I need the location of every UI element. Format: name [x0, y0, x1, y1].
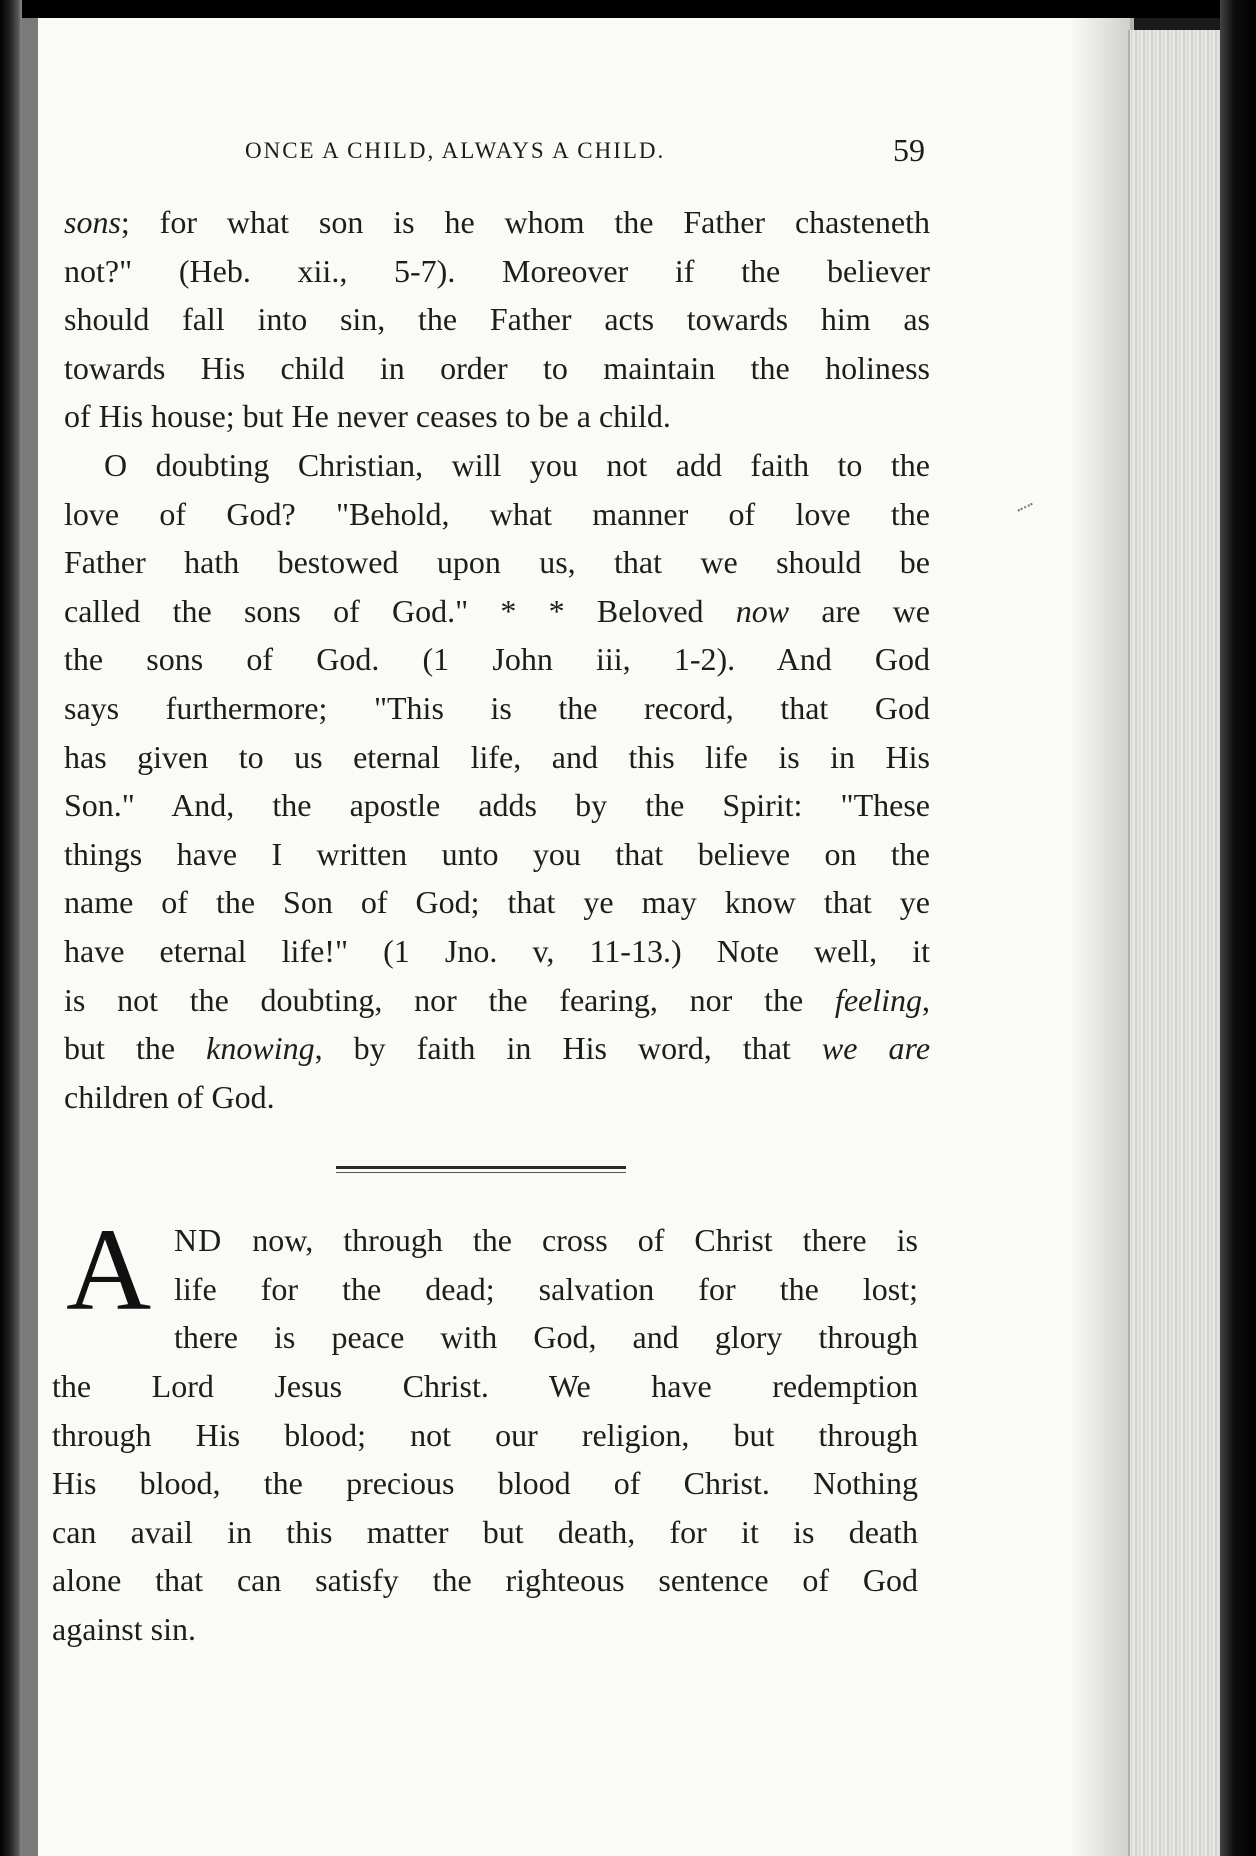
text-line: not?" (Heb. xii., 5-7). Moreover if the believer [64, 252, 930, 289]
text-line: name of the Son of God; that ye may know that ye [64, 884, 930, 921]
paragraph-doubting-christian [64, 441, 930, 1121]
scan-top-border [0, 0, 1256, 18]
body-text-bottom [52, 1362, 918, 1654]
text-span: , [922, 981, 930, 1018]
text-span: , by faith in His word, that [314, 1030, 822, 1067]
text-line: O doubting Christian, will you not add faith to the [104, 446, 930, 483]
text-line: His blood, the precious blood of Christ. Nothing [52, 1465, 918, 1502]
text-line: there is peace with God, and glory through [174, 1319, 918, 1356]
text-line: Son." And, the apostle adds by the Spirit: "These [64, 787, 930, 824]
italic-word: sons [64, 204, 121, 240]
text-span: but the [64, 1030, 207, 1067]
text-line: the sons of God. (1 John iii, 1-2). And God [64, 641, 930, 678]
text-line: against sin. [52, 1610, 196, 1647]
text-line: through His blood; not our religion, but through [52, 1416, 918, 1453]
section-divider [336, 1166, 626, 1169]
text-span: called the sons of God." * * Beloved [64, 592, 736, 629]
running-title: ONCE A CHILD, ALWAYS A CHILD. [245, 138, 666, 163]
body-text-top [64, 198, 930, 1121]
text-span: ; for what son is he whom the Father chasteneth [120, 204, 930, 240]
text-line: has given to us eternal life, and this life is in His [64, 738, 930, 775]
body-text-dropcap-lines [174, 1216, 918, 1362]
text-line: love of God? "Behold, what manner of love the [64, 495, 930, 532]
text-line [64, 1024, 930, 1073]
page-gutter-shadow [1070, 18, 1134, 1856]
text-span: is not the doubting, nor the fearing, nor the [64, 981, 835, 1018]
text-span: are we [789, 592, 930, 629]
paragraph-continuation [64, 198, 930, 441]
text-line: can avail in this matter but death, for it is death [52, 1513, 918, 1550]
text-line [64, 587, 930, 636]
italic-word: feeling [834, 981, 922, 1018]
text-line: of His house; but He never ceases to be a child. [64, 398, 671, 435]
section-divider-thin [336, 1172, 626, 1173]
text-line: the Lord Jesus Christ. We have redemption [52, 1368, 918, 1404]
text-line: should fall into sin, the Father acts towards him as [64, 301, 930, 338]
italic-word: we are [821, 1030, 931, 1067]
text-line [64, 976, 930, 1025]
text-line: says furthermore; "This is the record, that God [64, 689, 930, 726]
text-line: alone that can satisfy the righteous sentence of God [52, 1562, 918, 1599]
text-line [64, 198, 930, 247]
drop-cap: A [66, 1204, 152, 1335]
text-line: towards His child in order to maintain the holiness [64, 349, 930, 386]
page-number: 59 [893, 132, 925, 168]
italic-word: knowing [206, 1030, 315, 1067]
lead-caps: ND [174, 1222, 223, 1258]
text-line: have eternal life!" (1 Jno. v, 11-13.) Note well, it [64, 932, 930, 969]
scan-left-border [0, 0, 22, 1856]
page-header [245, 132, 945, 172]
italic-word: now [735, 592, 790, 629]
scan-right-border [1220, 0, 1256, 1856]
text-line [174, 1216, 918, 1265]
text-line: Father hath bestowed upon us, that we should be [64, 544, 930, 581]
text-line: things have I written unto you that believe on the [64, 835, 930, 872]
text-line: life for the dead; salvation for the lost; [174, 1270, 918, 1307]
book-page-edges [1128, 30, 1222, 1856]
text-line: children of God. [64, 1078, 275, 1115]
text-span: now, through the cross of Christ there is [222, 1222, 918, 1258]
